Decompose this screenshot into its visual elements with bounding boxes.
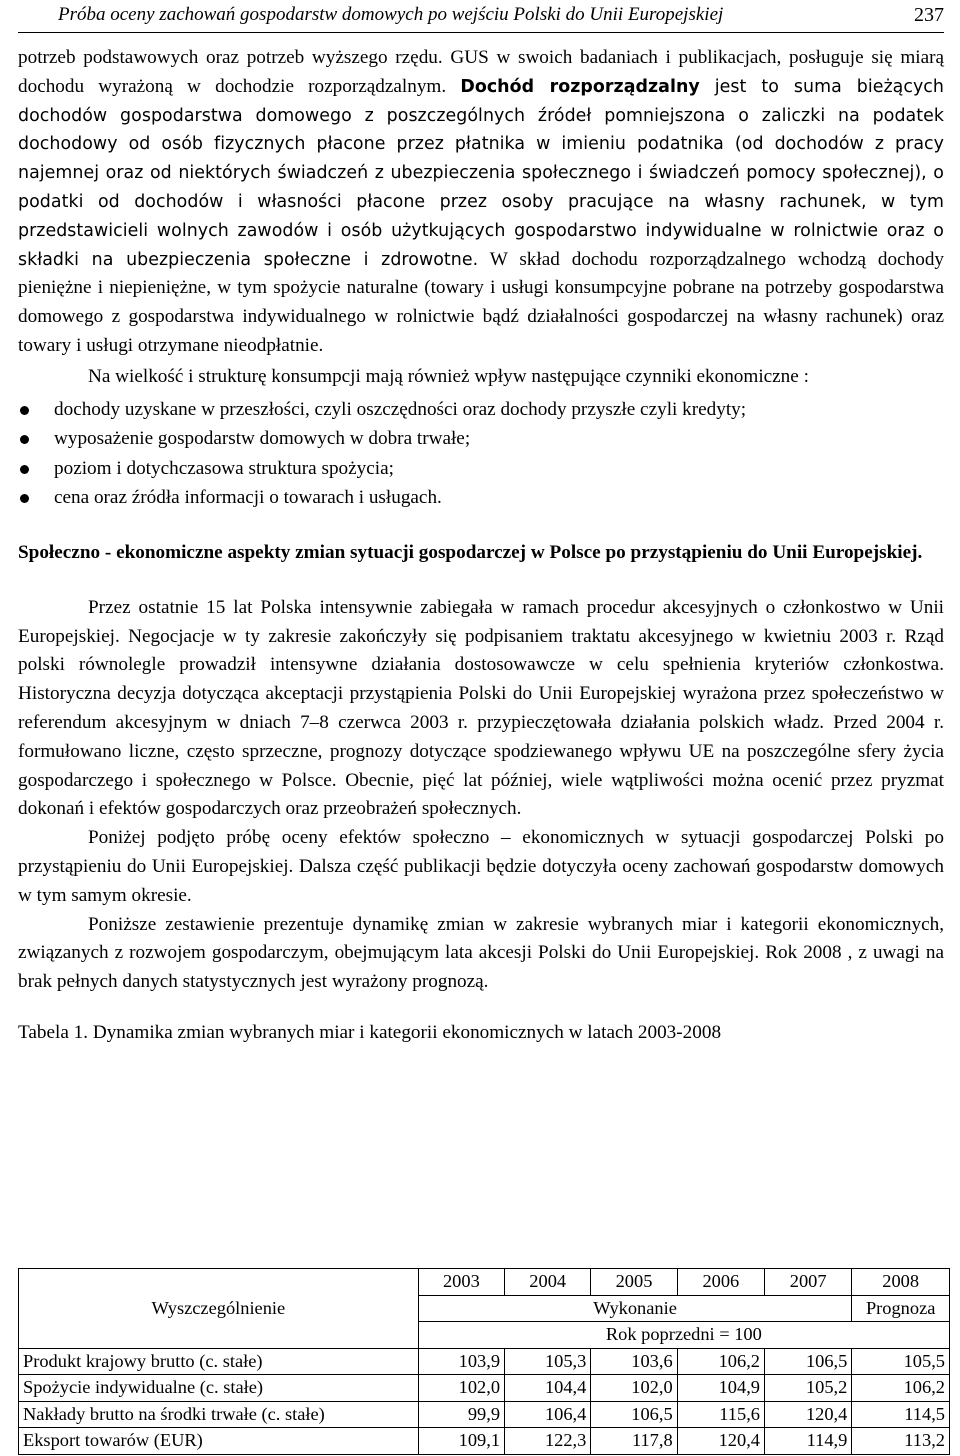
page-number: 237: [914, 4, 944, 26]
row-label: Nakłady brutto na środki trwałe (c. stałe): [19, 1401, 419, 1428]
table-row: [19, 1428, 950, 1455]
table-cell: 102,0: [418, 1375, 504, 1402]
table-cell: 103,6: [591, 1348, 677, 1375]
table-cell: 106,2: [852, 1375, 950, 1402]
table-cell: 114,9: [765, 1428, 852, 1455]
factors-list: [18, 395, 944, 513]
list-item-text: poziom i dotychczasowa struktura spożycia;: [54, 457, 394, 479]
running-title: Próba oceny zachowań gospodarstw domowych po wejściu Polski do Unii Europejskiej: [58, 4, 724, 25]
row-header-cell: Wyszczególnienie: [19, 1269, 419, 1349]
table-row: [19, 1375, 950, 1402]
execution-header: Wykonanie: [418, 1295, 852, 1322]
table-cell: 103,9: [418, 1348, 504, 1375]
paragraph-accession: Przez ostatnie 15 lat Polska intensywnie zabiegała w ramach procedur akcesyjnych o członkostwo w Unii Europejskiej. Negocjacje w ty zakresie zakończyły się podpisaniem traktatu akcesyjnego w kwietniu 2003 r. Rząd polski równolegle prowadził intensywne działania dostosowawcze w celu spełnienia kryteriów członkostwa. Historyczna decyzja dotycząca akceptacji przystąpienia Polski do Unii Europejskiej wyrażona przez społeczeństwo w referendum akcesyjnym w dniach 7–8 czerwca 2003 r. przypieczętowała działania polskich władz. Przed 2004 r. formułowano liczne, często sprzeczne, prognozy dotyczące spodziewanego wpływu UE na poszczególne sfery życia gospodarczego i społecznego w Polsce. Obecnie, pięć lat później, wiele wątpliwości można ocenić przez pryzmat dokonań i efektów gospodarczych oraz przeobrażeń społecznych.: [18, 596, 944, 820]
forecast-header: Prognoza: [852, 1295, 950, 1322]
year-header: 2008: [852, 1269, 950, 1296]
disposable-income-definition: [18, 77, 944, 270]
dynamics-table: [18, 1268, 950, 1455]
table-cell: 117,8: [591, 1428, 677, 1455]
list-item-text: dochody uzyskane w przeszłości, czyli oszczędności oraz dochody przyszłe czyli kredyty;: [54, 398, 747, 420]
bullet-icon: [20, 406, 29, 415]
running-header: [18, 2, 944, 33]
table-cell: 113,2: [852, 1428, 950, 1455]
table-cell: 106,5: [591, 1401, 677, 1428]
list-item: [18, 395, 944, 425]
table-cell: 120,4: [765, 1401, 852, 1428]
table-cell: 106,2: [677, 1348, 764, 1375]
table-row: [19, 1348, 950, 1375]
paragraph-assessment: Poniżej podjęto próbę oceny efektów społeczno – ekonomicznych w sytuacji gospodarczej Polski po przystąpieniu do Unii Europejskiej. Dalsza część publikacji będzie dotyczyła oceny zachowań gospodarstw domowych w tym samym okresie.: [18, 827, 944, 906]
table-cell: 104,9: [677, 1375, 764, 1402]
year-header: 2007: [765, 1269, 852, 1296]
disposable-income-term: Dochód rozporządzalny: [460, 76, 700, 97]
bullet-icon: [20, 494, 29, 503]
year-header: 2004: [505, 1269, 591, 1296]
year-header: 2003: [418, 1269, 504, 1296]
paragraph-income-tail: W skład dochodu rozporządzalnego wchodzą dochody pieniężne i niepieniężne, w tym spożycie naturalne (towary i usługi konsumpcyjne pobrane na potrzeby gospodarstwa domowego z gospodarstwa indywidualnego w rolnictwie bądź działalności gospodarczej na własny rachunek) oraz towary i usługi otrzymane nieodpłatnie.: [18, 248, 945, 356]
list-item: [18, 454, 944, 484]
table-cell: 122,3: [505, 1428, 591, 1455]
table-caption: Tabela 1. Dynamika zmian wybranych miar i kategorii ekonomicznych w latach 2003-2008: [18, 1021, 722, 1043]
table-cell: 109,1: [418, 1428, 504, 1455]
bullet-icon: [20, 435, 29, 444]
bullet-icon: [20, 465, 29, 474]
list-item-text: wyposażenie gospodarstw domowych w dobra trwałe;: [54, 428, 471, 450]
paragraph-factors: Na wielkość i strukturę konsumpcji mają również wpływ następujące czynniki ekonomiczne :: [88, 365, 809, 387]
section-heading: Społeczno - ekonomiczne aspekty zmian sytuacji gospodarczej w Polsce po przystąpieniu do Unii Europejskiej.: [18, 541, 923, 563]
paragraph-income-intro: potrzeb podstawowych oraz potrzeb wyższego rzędu. GUS w swoich badaniach i publikacjach, posługuje się miarą dochodu wyrażoną w dochodzie rozporządzalnym.: [18, 47, 944, 97]
table-cell: 99,9: [418, 1401, 504, 1428]
year-header: 2005: [591, 1269, 677, 1296]
row-label: Produkt krajowy brutto (c. stałe): [19, 1348, 419, 1375]
row-label: Spożycie indywidualne (c. stałe): [19, 1375, 419, 1402]
table-cell: 106,5: [765, 1348, 852, 1375]
table-cell: 106,4: [505, 1401, 591, 1428]
base-header: Rok poprzedni = 100: [418, 1322, 949, 1349]
paragraph-summary: Poniższe zestawienie prezentuje dynamikę zmian w zakresie wybranych miar i kategorii ekonomicznych, związanych z rozwojem gospodarczym, obejmującym lata akcesji Polski do Unii Europejskiej. Rok 2008 , z uwagi na brak pełnych danych statystycznych jest wyrażony prognozą.: [18, 913, 944, 993]
year-header: 2006: [677, 1269, 764, 1296]
list-item: [18, 483, 944, 513]
row-label: Eksport towarów (EUR): [19, 1428, 419, 1455]
table-cell: 120,4: [677, 1428, 764, 1455]
table-cell: 102,0: [591, 1375, 677, 1402]
table-cell: 115,6: [677, 1401, 764, 1428]
list-item-text: cena oraz źródła informacji o towarach i usługach.: [54, 487, 442, 509]
table-cell: 104,4: [505, 1375, 591, 1402]
table-header-row-years: [19, 1269, 950, 1296]
table-cell: 105,5: [852, 1348, 950, 1375]
article-body: [18, 44, 944, 1047]
table-cell: 105,3: [505, 1348, 591, 1375]
table-cell: 114,5: [852, 1401, 950, 1428]
paragraph-income: [18, 44, 944, 361]
list-item: [18, 424, 944, 454]
disposable-income-text: jest to suma bieżących dochodów gospodarstwa domowego z poszczególnych źródeł pomniejszona o zaliczki na podatek dochodowy od osób fizycznych płacone przez płatnika w imieniu podatnika (od dochodów z pracy najemnej oraz od niektórych świadczeń z ubezpieczenia społecznego i świadczeń pomocy społecznej), o podatki od dochodów i własności płacone przez osoby pracujące na własny rachunek, w tym przedstawicieli wolnych zawodów i osób użytkujących gospodarstwo indywidualne w rolnictwie oraz o składki na ubezpieczenia społeczne i zdrowotne.: [18, 76, 944, 270]
table-row: [19, 1401, 950, 1428]
table-cell: 105,2: [765, 1375, 852, 1402]
